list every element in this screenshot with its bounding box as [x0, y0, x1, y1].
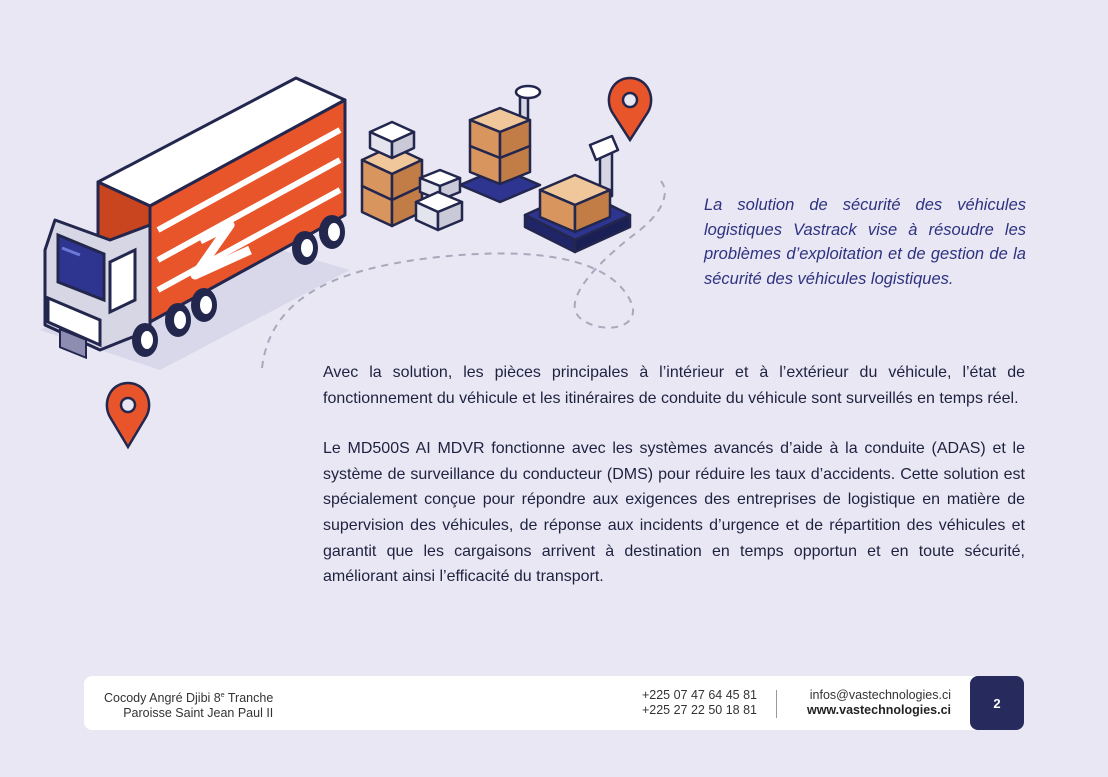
footer-bar [84, 676, 1024, 730]
scale-icon [525, 136, 630, 252]
footer-address [104, 688, 273, 721]
email-link[interactable]: infos@vastechnologies.ci [809, 688, 951, 702]
intro-callout: La solution de sécurité des véhicules logistiques Vastrack vise à résoudre les problèmes d’exploitation et de gestion de la sécurité des véhicules logistiques. [704, 196, 1026, 288]
cardboard-box-icon [362, 122, 462, 230]
address-line-2: Paroisse Saint Jean Paul II [123, 706, 274, 721]
phone-number-1[interactable]: +225 07 47 64 45 81 [641, 688, 757, 702]
truck-icon [40, 78, 350, 370]
pallet-jack-icon [460, 86, 540, 202]
paragraph-monitoring: Avec la solution, les pièces principales à l’intérieur et à l’extérieur du véhicule, l’état de fonctionnement du véhicule et les itinéraires de conduite du véhicule sont surveillés en temps réel. [323, 364, 1025, 407]
main-content [323, 360, 1025, 615]
footer-contact [794, 688, 951, 718]
footer-divider [776, 690, 777, 718]
paragraph-mdvr: Le MD500S AI MDVR fonctionne avec les systèmes avancés d’aide à la conduite (ADAS) et le système de surveillance du conducteur (DMS) pour réduire les taux d’accidents. Cette solution est spécialement conçue pour répondre aux exigences des entreprises de logistique en matière de supervision des véhicules, de réponse aux incidents d’urgence et de répartition des véhicules et garantit que les cargaisons arrivent à destination en temps opportun et en toute sécurité, améliorant ainsi l’efficacité du transport. [323, 440, 1025, 586]
page-number-badge: 2 [970, 676, 1024, 730]
map-pin-icon [107, 383, 149, 447]
phone-number-2[interactable]: +225 27 22 50 18 81 [641, 703, 757, 717]
address-line-1: Cocody Angré Djibi 8e Tranche [104, 691, 274, 706]
map-pin-icon [609, 78, 651, 140]
website-link[interactable]: www.vastechnologies.ci [806, 703, 951, 717]
footer-phones [627, 688, 757, 718]
